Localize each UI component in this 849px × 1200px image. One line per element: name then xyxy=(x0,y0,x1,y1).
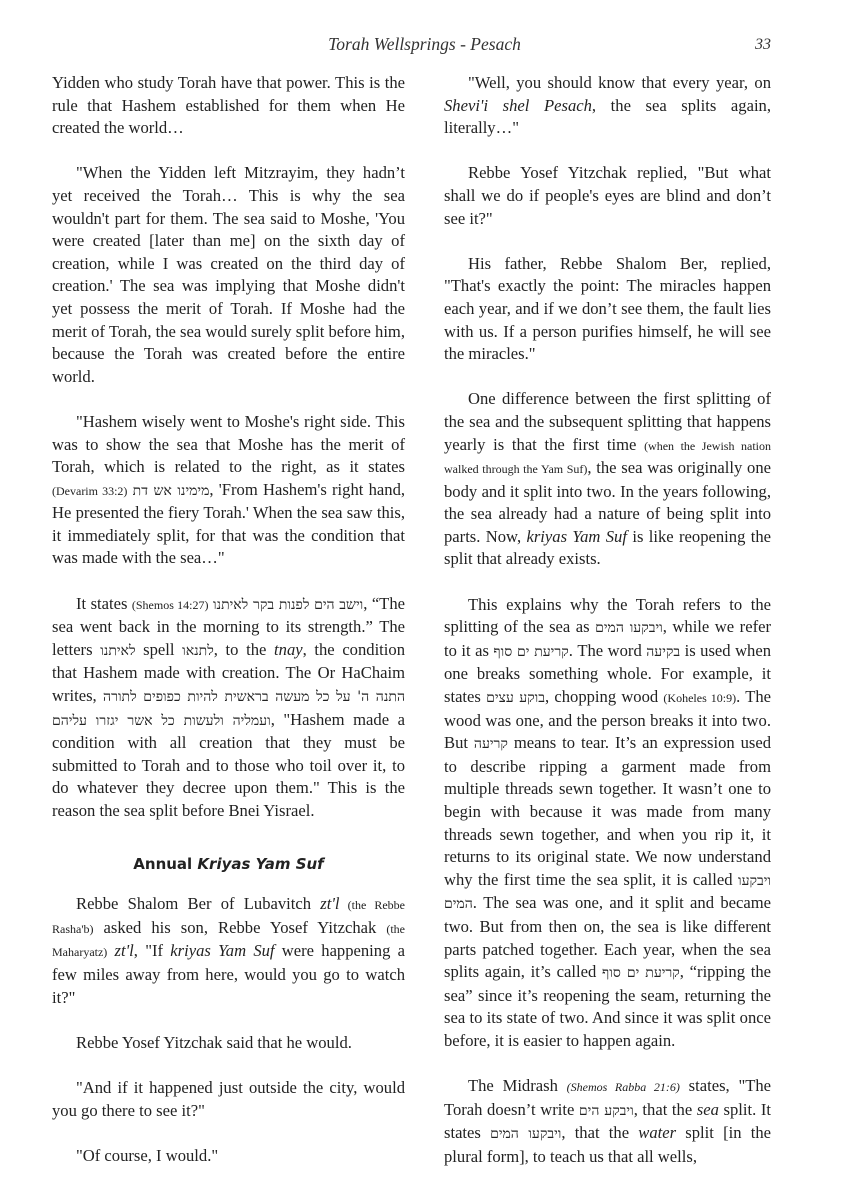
text: , "If xyxy=(133,941,171,961)
hebrew-quote: מימינו אש דת xyxy=(132,482,210,499)
text: . The sea was one, and it split and became two. But from then on, the sea is like different parts patched together. Each year, when the sea splits again, it’s called xyxy=(444,893,771,982)
italic-term: kriyas Yam Suf xyxy=(170,941,275,961)
text: , the condition that Hashem made with creation. The Or HaChaim writes, xyxy=(52,639,405,706)
italic-term: water xyxy=(638,1123,677,1143)
italic-term: tnay xyxy=(274,639,303,659)
italic-term: Shevi'i shel Pesach xyxy=(444,95,592,115)
paragraph xyxy=(444,1075,771,1168)
text: states, "The Torah doesn’t write xyxy=(444,1076,772,1119)
text: The Midrash xyxy=(468,1076,567,1096)
hebrew-word: קריעה xyxy=(473,736,508,753)
text: Rebbe Shalom Ber of Lubavitch xyxy=(76,894,321,914)
paragraph: Rebbe Yosef Yitzchak replied, "But what shall we do if people's eyes are blind and don’t see it?" xyxy=(444,163,771,228)
hebrew-word: ויבקע הים xyxy=(578,1102,634,1119)
paragraph xyxy=(52,893,405,1009)
text: One difference between the first splitting of the sea and the subsequent splitting that happens yearly is that the first time xyxy=(444,389,771,454)
text: It states xyxy=(76,593,132,613)
text: "Well, you should know that every year, on xyxy=(468,73,771,92)
citation: (when the Jewish nation walked through the Yam Suf) xyxy=(444,438,772,477)
text: , “ripping the sea” since it’s reopening the seam, returning the sea to its state of two. And since it was split once before, it is easier to happen again. xyxy=(444,962,771,1050)
paragraph: "When the Yidden left Mitzrayim, they hadn’t yet received the Torah… This is why the sea wouldn't part for them. The sea said to Moshe, 'You were created [later than me] on the sixth day of creation, while I was created on the third day of creation.' The sea was implying that Moshe didn't yet possess the merit of Torah. If Moshe had the merit of Torah, the sea would surely split before him, because the Torah was created before the entire world. xyxy=(52,163,405,386)
text: "Hashem wisely went to Moshe's right side. This was to show the sea that Moshe has the merit of Torah, which is related to the right, as it states xyxy=(52,411,405,477)
left-column xyxy=(52,72,405,1190)
right-column xyxy=(444,72,771,1191)
hebrew-quote: וישב הים לפנות בקר לאיתנו xyxy=(212,596,364,613)
text: , the sea splits again, literally…" xyxy=(444,95,771,138)
page-number: 33 xyxy=(755,36,771,53)
citation: (Koheles 10:9) xyxy=(663,691,737,706)
paragraph: "Of course, I would." xyxy=(76,1145,219,1165)
heading-italic: Kriyas Yam Suf xyxy=(197,854,324,873)
text: is like reopening the split that already exists. xyxy=(444,526,772,569)
paragraph xyxy=(52,593,405,823)
text: , that the xyxy=(561,1123,639,1143)
hebrew-quote: התנה ה' על כל מעשה בראשית להיות כפופים לתורה ועמליה ולעשות כל אשר יגזרו עליהם xyxy=(52,689,405,729)
hebrew-word: קריעת ים סוף xyxy=(493,643,569,660)
paragraph: Yidden who study Torah have that power. This is the rule that Hashem established for them when He created the world… xyxy=(52,73,405,138)
section-heading xyxy=(52,853,405,876)
paragraph: "And if it happened just outside the city, would you go there to see it?" xyxy=(52,1077,405,1120)
text: , that the xyxy=(633,1099,697,1119)
hebrew-word: לתנאו xyxy=(182,642,214,659)
text: split [in the plural form], to teach us that all wells, xyxy=(444,1123,771,1166)
hebrew-word: ויבקעו המים xyxy=(595,620,663,637)
text: means to tear. It’s an expression used to describe ripping a garment made from multiple threads sewn together. It wasn’t one to begin with because it was made from many threads sewn together, and when you rip it, it returns to its original state. We now understand why the first time the sea split, it is called xyxy=(444,733,771,889)
italic-term: sea xyxy=(696,1099,719,1119)
hebrew-word: ויבקעו המים xyxy=(444,872,771,913)
citation: (Shemos 14:27) xyxy=(131,597,209,612)
paragraph xyxy=(444,72,771,140)
text: , "Hashem made a condition with all creation that they must be submitted to Torah and to those who toil over it, to do whatever they decree upon them." This is the reason the sea split before Bnei Yisrael. xyxy=(52,709,405,820)
text: were happening a few miles away from here, would you go to watch it?" xyxy=(52,941,406,1007)
text: This explains why the Torah refers to the splitting of the sea as xyxy=(444,594,771,637)
citation: (the Maharyatz) xyxy=(52,921,405,960)
italic-term: kriyas Yam Suf xyxy=(526,526,627,546)
text: , chopping wood xyxy=(545,687,664,707)
text: , 'From Hashem's right hand, He presented the fiery Torah.' When the sea saw this, it immediately split, for that was the condition that was made with the sea…" xyxy=(52,479,406,568)
page-header xyxy=(0,30,849,58)
citation: (Shemos Rabba 21:6) xyxy=(566,1080,680,1095)
citation: (Devarim 33:2) xyxy=(52,483,128,498)
running-title: Torah Wellsprings - Pesach xyxy=(328,34,521,54)
text: split. It states xyxy=(444,1099,771,1143)
hebrew-word: קריעת ים סוף xyxy=(602,965,680,982)
heading-text: Annual xyxy=(133,854,198,873)
text: , while we refer to it as xyxy=(444,617,771,660)
hebrew-word: ויבקעו המים xyxy=(490,1126,562,1143)
paragraph xyxy=(444,388,771,571)
hebrew-word: בקיעה xyxy=(646,643,681,660)
paragraph xyxy=(444,594,771,1053)
text: is used when one breaks something whole. For example, it states xyxy=(444,640,772,707)
hebrew-word: בוקע עצים xyxy=(486,690,545,707)
text: . The word xyxy=(568,640,647,660)
text: . The wood was one, and the person breaks it into two. But xyxy=(444,687,771,753)
citation: (the Rebbe Rasha'b) xyxy=(52,898,405,936)
text: asked his son, Rebbe Yosef Yitzchak xyxy=(93,917,387,937)
paragraph: His father, Rebbe Shalom Ber, replied, "That's exactly the point: The miracles happen each year, and if we don’t see them, the fault lies with us. If a person purifies himself, he will see the miracles." xyxy=(444,253,771,364)
text: , “The sea went back in the morning to its strength.” The letters xyxy=(52,593,405,659)
text: , the sea was originally one body and it split into two. In the years following, the sea already had a nature of being split into parts. Now, xyxy=(444,458,771,546)
hebrew-word: לאיתנו xyxy=(100,642,136,659)
text: , to the xyxy=(213,639,275,659)
text: spell xyxy=(135,639,183,659)
italic-term: zt'l xyxy=(107,941,134,961)
paragraph xyxy=(52,411,405,570)
paragraph: Rebbe Yosef Yitzchak said that he would. xyxy=(76,1032,352,1052)
italic-term: zt'l xyxy=(320,894,340,914)
